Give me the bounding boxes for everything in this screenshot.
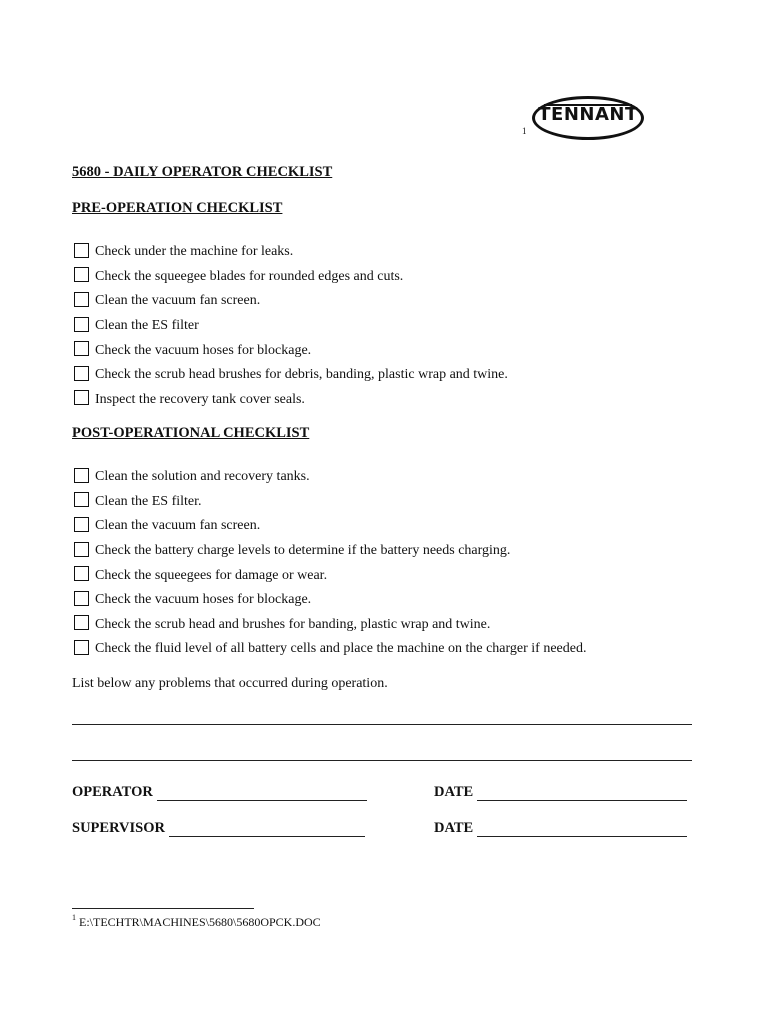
operator-signature-line[interactable] [157, 786, 367, 801]
checklist-item [74, 363, 508, 388]
operator-date-row [434, 784, 687, 801]
checklist-item [74, 465, 586, 490]
checklist-item-label: Check the squeegees for damage or wear. [95, 567, 328, 583]
checkbox[interactable] [74, 615, 89, 630]
checkbox[interactable] [74, 640, 89, 655]
checklist-item [74, 637, 586, 662]
footnote-text: E:\TECHTR\MACHINES\5680\5680OPCK.DOC [79, 915, 321, 929]
supervisor-signature-line[interactable] [169, 822, 365, 837]
checklist-item-label: Check the squeegee blades for rounded edges and cuts. [95, 268, 404, 284]
checkbox[interactable] [74, 566, 89, 581]
document-title: 5680 - DAILY OPERATOR CHECKLIST [72, 164, 333, 180]
supervisor-date-row [434, 820, 687, 837]
footnote-separator [72, 908, 254, 909]
supervisor-label: SUPERVISOR [72, 820, 165, 836]
checklist-item [74, 563, 586, 588]
checkbox[interactable] [74, 542, 89, 557]
operator-label: OPERATOR [72, 784, 153, 800]
logo-footnote-reference: 1 [522, 126, 527, 136]
checklist-item [74, 588, 586, 613]
supervisor-date-line[interactable] [477, 822, 687, 837]
checklist-item-label: Clean the solution and recovery tanks. [95, 469, 310, 485]
checklist-item-label: Check the scrub head brushes for debris, banding, plastic wrap and twine. [95, 367, 508, 383]
checkbox[interactable] [74, 492, 89, 507]
checkbox[interactable] [74, 517, 89, 532]
checklist-item-label: Clean the vacuum fan screen. [95, 293, 261, 309]
checklist-item-label: Clean the vacuum fan screen. [95, 518, 261, 534]
checkbox[interactable] [74, 292, 89, 307]
checkbox[interactable] [74, 468, 89, 483]
checklist-item [74, 265, 508, 290]
problems-label: List below any problems that occurred during operation. [72, 676, 388, 691]
tennant-logo [522, 92, 652, 144]
checklist-item [74, 240, 508, 265]
operator-date-label: DATE [434, 784, 474, 800]
post-operational-heading: POST-OPERATIONAL CHECKLIST [72, 425, 310, 441]
operator-date-line[interactable] [477, 786, 687, 801]
checklist-item-label: Check the vacuum hoses for blockage. [95, 342, 312, 358]
checkbox[interactable] [74, 317, 89, 332]
checklist-item [74, 490, 586, 515]
checklist-item-label: Inspect the recovery tank cover seals. [95, 391, 305, 407]
problems-line-1[interactable] [72, 724, 692, 725]
supervisor-signature-row [72, 820, 365, 837]
checkbox[interactable] [74, 267, 89, 282]
post-operational-checklist [74, 465, 586, 662]
checkbox[interactable] [74, 243, 89, 258]
checklist-item-label: Check the fluid level of all battery cells and place the machine on the charger if needed. [95, 641, 587, 657]
checklist-item-label: Check the scrub head and brushes for banding, plastic wrap and twine. [95, 616, 491, 632]
checklist-item-label: Check the vacuum hoses for blockage. [95, 592, 312, 608]
checkbox[interactable] [74, 366, 89, 381]
checkbox[interactable] [74, 341, 89, 356]
checklist-item [74, 289, 508, 314]
checkbox[interactable] [74, 591, 89, 606]
checklist-item-label: Check the battery charge levels to determine if the battery needs charging. [95, 543, 511, 559]
checklist-item-label: Check under the machine for leaks. [95, 244, 294, 260]
pre-operation-heading: PRE-OPERATION CHECKLIST [72, 200, 283, 216]
checklist-item [74, 514, 586, 539]
logo-text: TENNANT [538, 104, 638, 125]
operator-signature-row [72, 784, 367, 801]
checklist-item-label: Clean the ES filter [95, 318, 199, 334]
checklist-item [74, 613, 586, 638]
checkbox[interactable] [74, 390, 89, 405]
checklist-item [74, 338, 508, 363]
problems-line-2[interactable] [72, 760, 692, 761]
footnote-number: 1 [72, 913, 76, 922]
footnote [72, 915, 321, 930]
checklist-item-label: Clean the ES filter. [95, 493, 202, 509]
checklist-item [74, 539, 586, 564]
pre-operation-checklist [74, 240, 508, 412]
checklist-item [74, 314, 508, 339]
supervisor-date-label: DATE [434, 820, 474, 836]
checklist-item [74, 388, 508, 413]
